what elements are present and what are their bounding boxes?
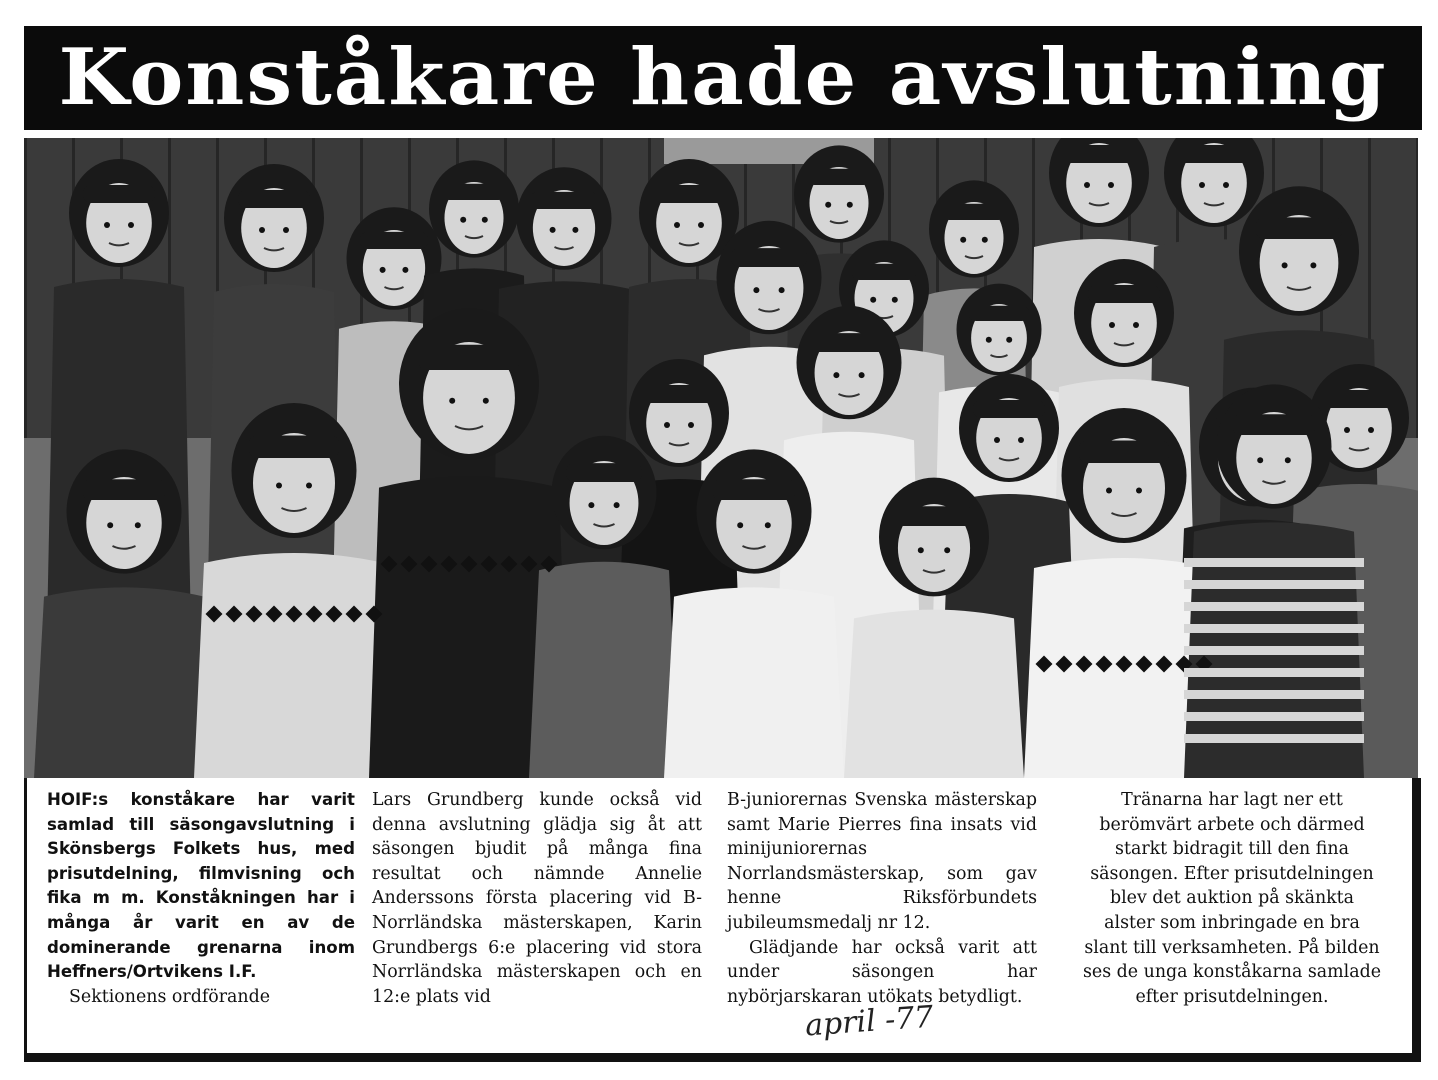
handwritten-date-note: april -77: [803, 999, 935, 1044]
article-col3-para-1: B-juniorernas Svenska mästerskap samt Marie Pierres fina insats vid minijuniorernas Norrlandsmästerskap, som gav henne Riksförbundets jubileumsmedalj nr 12.: [727, 790, 1037, 933]
fringe-shape: [807, 169, 872, 185]
body-shape: [194, 553, 394, 778]
fringe-shape: [419, 345, 520, 370]
sweater-stripe: [1184, 734, 1364, 743]
fringe-shape: [238, 190, 310, 208]
headline-bar: [24, 26, 1422, 130]
sweater-stripe: [1184, 712, 1364, 721]
eye-mark: [1257, 457, 1263, 463]
fringe-shape: [1178, 145, 1250, 163]
fringe-shape: [566, 463, 642, 482]
eye-mark: [1310, 262, 1316, 268]
article-frame: [24, 778, 1421, 1062]
eye-mark: [1106, 488, 1112, 494]
eye-mark: [982, 237, 988, 243]
eye-mark: [1006, 337, 1012, 343]
wall-panel-line: [24, 138, 27, 438]
eye-mark: [1199, 182, 1205, 188]
fringe-shape: [1079, 441, 1169, 464]
eye-mark: [402, 267, 408, 273]
article-column-3: [727, 788, 1037, 1009]
fringe-shape: [653, 185, 725, 203]
eye-mark: [135, 522, 141, 528]
eye-mark: [104, 222, 110, 228]
eye-mark: [847, 202, 853, 208]
eye-mark: [870, 297, 876, 303]
group-photo: [24, 138, 1418, 778]
article-col2-body: Lars Grundberg kunde också vid denna avslutning glädja sig åt att säsongen bjudit på många fina resultat och nämnde Annelie Anderssons första placering vid B-Norrländska mästerskapen, Karin Grundbergs 6:e placering vid stora Norrländska mästerskapen och en 12:e plats vid: [372, 790, 702, 1007]
eye-mark: [550, 227, 556, 233]
body-shape: [844, 610, 1024, 778]
eye-mark: [259, 227, 265, 233]
fringe-shape: [1233, 414, 1316, 435]
wall-panel-line: [1416, 138, 1418, 438]
sweater-stripe: [1184, 558, 1364, 567]
fringe-shape: [643, 385, 715, 403]
article-col3-para-2: Glädjande har också varit att under säsongen har nybörjarskaran utökats betydligt.: [727, 937, 1037, 1007]
eye-mark: [276, 483, 282, 489]
eye-mark: [698, 222, 704, 228]
eye-mark: [825, 202, 831, 208]
eye-mark: [1223, 182, 1229, 188]
fringe-shape: [731, 248, 807, 267]
eye-mark: [306, 483, 312, 489]
fringe-shape: [442, 184, 507, 200]
eye-mark: [283, 227, 289, 233]
eye-mark: [1368, 427, 1374, 433]
eye-mark: [1018, 437, 1024, 443]
sweater-stripe: [1184, 690, 1364, 699]
eye-mark: [1344, 427, 1350, 433]
eye-mark: [918, 547, 924, 553]
eye-mark: [833, 372, 839, 378]
eye-mark: [859, 372, 865, 378]
eye-mark: [128, 222, 134, 228]
eye-mark: [107, 522, 113, 528]
article-column-1: [47, 788, 355, 1009]
fringe-shape: [530, 192, 598, 209]
eye-mark: [1136, 488, 1142, 494]
fringe-shape: [1256, 217, 1342, 239]
eye-mark: [482, 217, 488, 223]
fringe-shape: [894, 506, 973, 526]
fringe-shape: [973, 400, 1045, 418]
eye-mark: [737, 522, 743, 528]
fringe-shape: [1063, 145, 1135, 163]
eye-mark: [1285, 457, 1291, 463]
eye-mark: [380, 267, 386, 273]
eye-mark: [960, 237, 966, 243]
eye-mark: [1084, 182, 1090, 188]
eye-mark: [664, 422, 670, 428]
eye-mark: [674, 222, 680, 228]
sweater-stripe: [1184, 668, 1364, 677]
sweater-stripe: [1184, 646, 1364, 655]
eye-mark: [614, 502, 620, 508]
fringe-shape: [1323, 390, 1395, 408]
eye-mark: [944, 547, 950, 553]
body-shape: [664, 587, 844, 778]
fringe-shape: [360, 232, 428, 249]
eye-mark: [779, 287, 785, 293]
eye-mark: [986, 337, 992, 343]
fringe-shape: [83, 479, 166, 500]
body-shape: [34, 587, 214, 778]
eye-mark: [483, 398, 489, 404]
eye-mark: [460, 217, 466, 223]
body-shape: [529, 562, 679, 778]
eye-mark: [572, 227, 578, 233]
sweater-stripe: [1184, 580, 1364, 589]
eye-mark: [588, 502, 594, 508]
sweater-stripe: [1184, 624, 1364, 633]
eye-mark: [688, 422, 694, 428]
eye-mark: [994, 437, 1000, 443]
article-column-2: [372, 788, 702, 1009]
fringe-shape: [83, 185, 155, 203]
eye-mark: [449, 398, 455, 404]
article-col1-body: Sektionens ordförande: [69, 986, 271, 1007]
eye-mark: [1282, 262, 1288, 268]
fringe-shape: [713, 479, 796, 500]
fringe-shape: [249, 436, 339, 459]
eye-mark: [1133, 322, 1139, 328]
article-col4-body: Tränarna har lagt ner ett berömvärt arbete och därmed starkt bidragit till den fina säsongen. Efter prisutdelningen blev det auktion på skänkta alster som inbringade en bra slant till verksamheten. På bilden ses de unga konståkarna samlade efter prisutdelningen.: [1083, 790, 1381, 1007]
eye-mark: [753, 287, 759, 293]
headline: Konståkare hade avslutning: [58, 32, 1388, 123]
eye-mark: [892, 297, 898, 303]
sweater-stripe: [1184, 602, 1364, 611]
article-column-4: [1082, 788, 1382, 1009]
fringe-shape: [942, 204, 1007, 220]
eye-mark: [1109, 322, 1115, 328]
article-lead: HOIF:s konståkare har varit samlad till säsongavslutning i Skönsbergs Folkets hus, med prisutdelning, filmvisning och fika m m. Konståkningen har i många år varit en av de dominerande grenarna inom Heffners/Ortvikens I.F.: [47, 790, 355, 982]
fringe-shape: [1088, 285, 1160, 303]
fringe-shape: [811, 333, 887, 352]
eye-mark: [765, 522, 771, 528]
fringe-shape: [968, 306, 1029, 321]
eye-mark: [1108, 182, 1114, 188]
fringe-shape: [852, 264, 917, 280]
